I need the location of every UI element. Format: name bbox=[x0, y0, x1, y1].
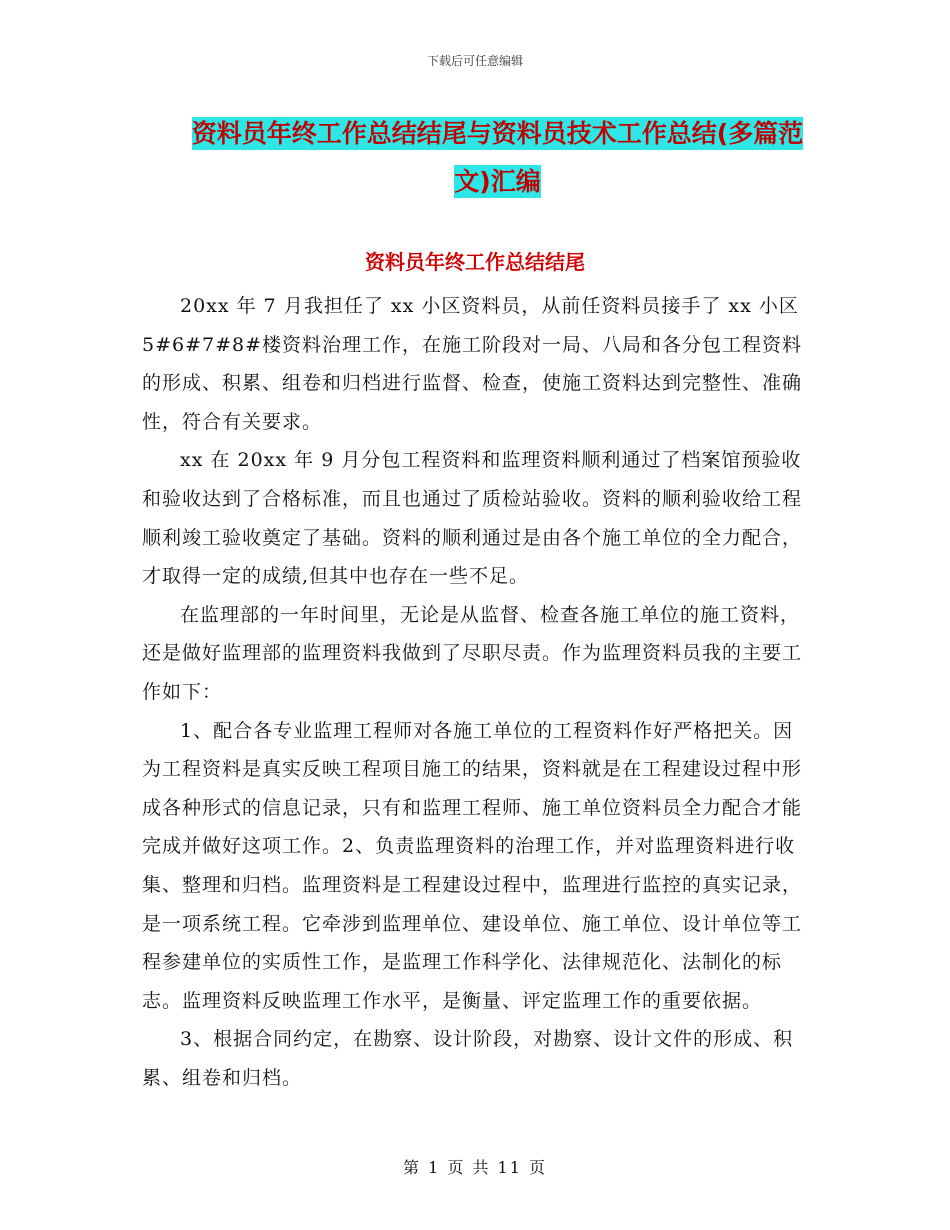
paragraph: 在监理部的一年时间里，无论是从监督、检查各施工单位的施工资料，还是做好监理部的监理资料我做到了尽职尽责。作为监理资料员我的主要工作如下： bbox=[142, 603, 803, 703]
section-title: 资料员年终工作总结结尾 bbox=[365, 250, 585, 274]
document-title-text: 资料员年终工作总结结尾与资料员技术工作总结(多篇范文)汇编 bbox=[191, 119, 804, 196]
document-title bbox=[185, 110, 810, 206]
body-text bbox=[142, 287, 810, 1097]
page-header: 下载后可任意编辑 bbox=[426, 54, 523, 68]
paragraph: 20xx 年 7 月我担任了 xx 小区资料员，从前任资料员接手了 xx 小区 5#6#7#8#楼资料治理工作，在施工阶段对一局、八局和各分包工程资料的形成、积累、组卷和归档进行监督、检查，使施工资料达到完整性、准确性，符合有关要求。 bbox=[142, 295, 803, 433]
paragraph: xx 在 20xx 年 9 月分包工程资料和监理资料顺利通过了档案馆预验收和验收达到了合格标准，而且也通过了质检站验收。资料的顺利验收给工程顺利竣工验收奠定了基础。资料的顺利通过是由各个施工单位的全力配合，才取得一定的成绩,但其中也存在一些不足。 bbox=[142, 449, 803, 588]
paragraph: 1、配合各专业监理工程师对各施工单位的工程资料作好严格把关。因为工程资料是真实反映工程项目施工的结果，资料就是在工程建设过程中形成各种形式的信息记录，只有和监理工程师、施工单位资料员全力配合才能完成并做好这项工作。2、负责监理资料的治理工作，并对监理资料进行收集、整理和归档。监理资料是工程建设过程中，监理进行监控的真实记录，是一项系统工程。它牵涉到监理单位、建设单位、施工单位、设计单位等工程参建单位的实质性工作，是监理工作科学化、法律规范化、法制化的标志。监理资料反映监理工作水平，是衡量、评定监理工作的重要依据。 bbox=[142, 719, 803, 1012]
page-number: 第 1 页 共 11 页 bbox=[403, 1158, 547, 1177]
paragraph: 3、根据合同约定，在勘察、设计阶段，对勘察、设计文件的形成、积累、组卷和归档。 bbox=[142, 1028, 794, 1089]
